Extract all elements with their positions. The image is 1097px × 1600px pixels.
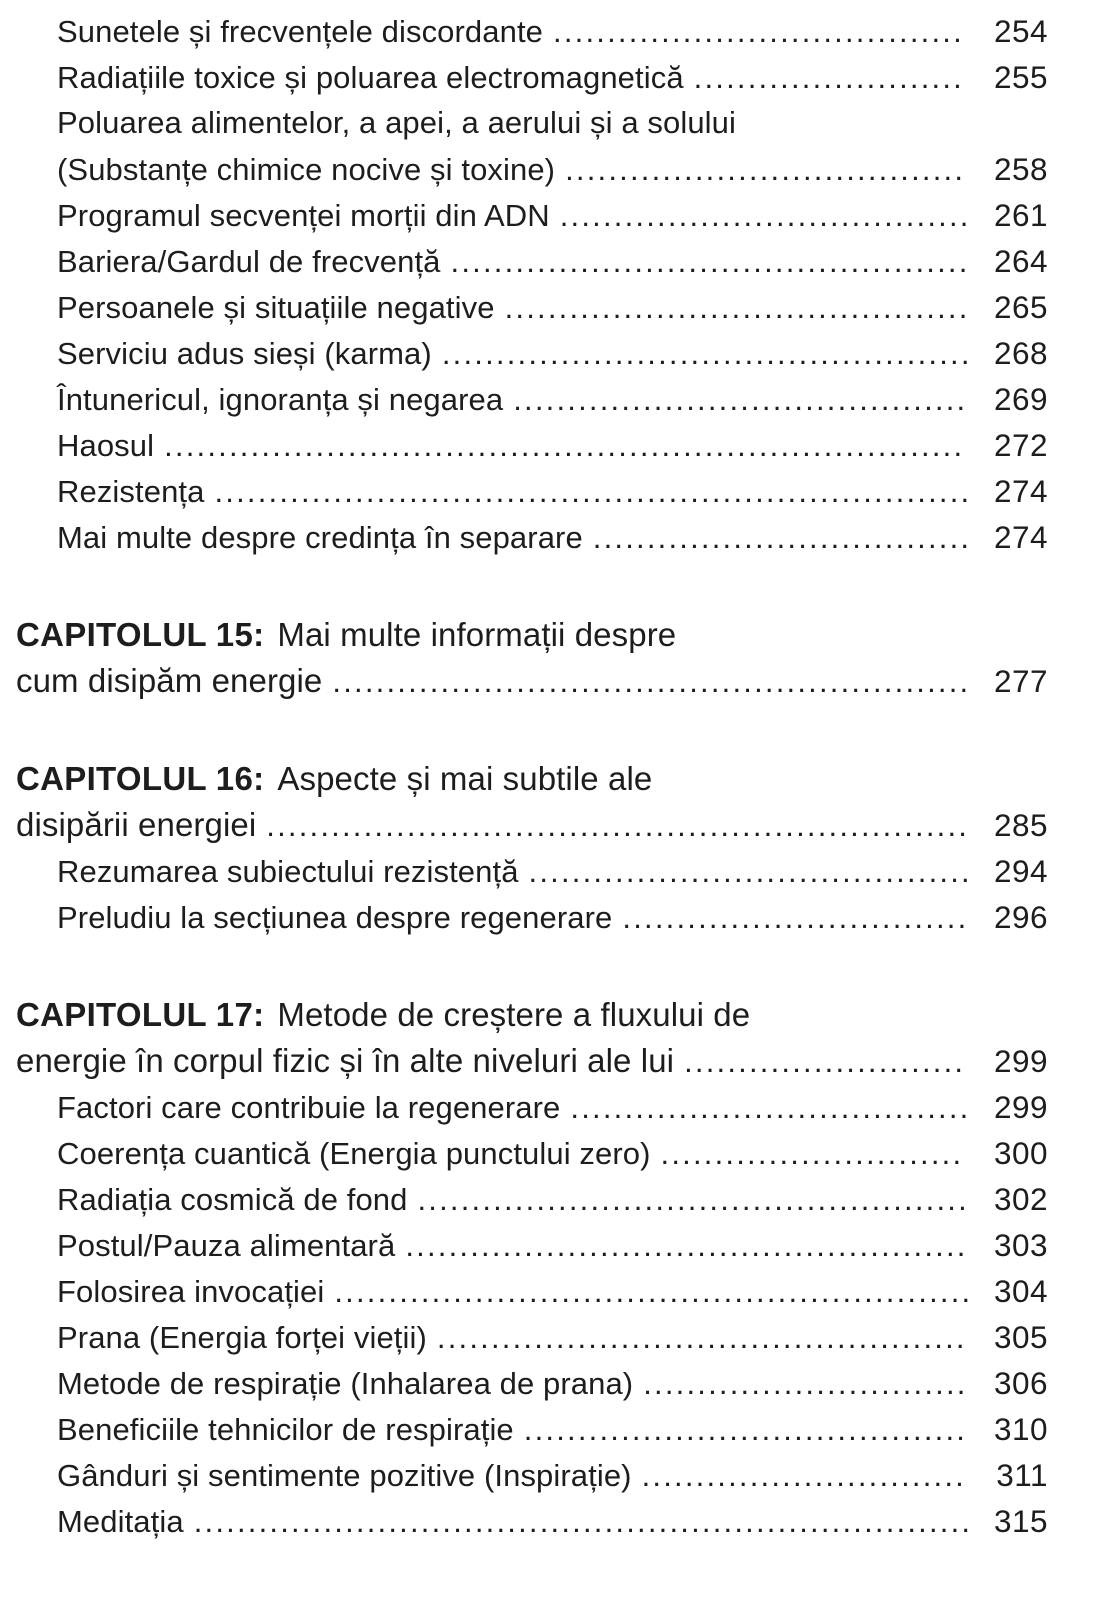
toc-line	[57, 514, 1048, 560]
toc-line	[57, 1360, 1048, 1406]
chapter-number-label: CAPITOLUL 15:	[16, 616, 265, 653]
toc-entry	[16, 514, 1048, 560]
toc-line	[57, 100, 1048, 146]
dot-leader: ......................................	[559, 198, 971, 233]
entry-title-text: Rezistența	[57, 474, 205, 509]
toc-entry	[16, 894, 1048, 940]
entry-title-text: Bariera/Gardul de frecvență	[57, 244, 441, 279]
page-number: 274	[993, 519, 1048, 555]
toc-line	[57, 1452, 1048, 1498]
toc-entry	[16, 1498, 1048, 1544]
page-number: 300	[993, 1135, 1048, 1171]
toc-line	[16, 992, 1048, 1038]
toc-chapter	[16, 992, 1048, 1084]
page-number: 296	[993, 899, 1048, 935]
chapter-title-text: disipării energiei	[16, 806, 257, 843]
toc-line	[57, 1084, 1048, 1130]
chapter-title-text: Mai multe informații despre	[277, 616, 677, 653]
page-number: 272	[993, 427, 1048, 463]
dot-leader: .................................................	[436, 1320, 967, 1355]
dot-leader: .........................	[693, 60, 964, 95]
entry-title-text: Serviciu adus sieși (karma)	[57, 336, 432, 371]
entry-title-text: Radiația cosmică de fond	[57, 1182, 408, 1217]
chapter-title-text: energie în corpul fizic și în alte niveluri ale lui	[16, 1042, 675, 1079]
entry-title-text: Metode de respirație (Inhalarea de prana)	[57, 1366, 634, 1401]
toc-line	[57, 1314, 1048, 1360]
toc-entry	[16, 376, 1048, 422]
toc-line	[57, 284, 1048, 330]
dot-leader: ................................................	[450, 244, 970, 279]
toc-line	[57, 1222, 1048, 1268]
page-number: 274	[993, 473, 1048, 509]
dot-leader: .................................................	[441, 336, 972, 371]
entry-title-text: Prana (Energia forței vieții)	[57, 1320, 427, 1355]
toc-entry	[16, 192, 1048, 238]
page-number: 268	[993, 335, 1048, 371]
toc-line	[57, 376, 1048, 422]
toc-entry	[16, 8, 1048, 54]
entry-title-text: Poluarea alimentelor, a apei, a aerului și a solului	[57, 105, 736, 140]
toc-line	[57, 1268, 1048, 1314]
entry-title-text: Beneficiile tehnicilor de respirație	[57, 1412, 514, 1447]
dot-leader: ................................	[622, 900, 969, 935]
toc-entry	[16, 1084, 1048, 1130]
toc-line	[16, 658, 1048, 704]
dot-leader: .....................................	[565, 152, 966, 187]
toc-entry	[16, 1222, 1048, 1268]
entry-title-text: Sunetele și frecvențele discordante	[57, 14, 544, 49]
toc-entry	[16, 284, 1048, 330]
entry-title-text: Postul/Pauza alimentară	[57, 1228, 396, 1263]
entry-title-text: Programul secvenței morții din ADN	[57, 198, 550, 233]
page-number: 269	[993, 381, 1048, 417]
chapter-number-label: CAPITOLUL 16:	[16, 760, 265, 797]
dot-leader: ..........................................	[513, 382, 968, 417]
entry-title-text: Rezumarea subiectului rezistență	[57, 854, 519, 889]
dot-leader: .........................................	[528, 854, 972, 889]
toc-line	[16, 802, 1048, 848]
page-number: 255	[993, 59, 1048, 95]
entry-title-text: (Substanțe chimice nocive și toxine)	[57, 152, 556, 187]
page-number: 265	[993, 289, 1048, 325]
toc-line	[57, 146, 1048, 192]
toc-line	[57, 1498, 1048, 1544]
page-number: 315	[993, 1503, 1048, 1539]
toc-entry	[16, 330, 1048, 376]
page-number: 299	[993, 1043, 1048, 1079]
dot-leader: .....................................	[570, 1090, 971, 1125]
page-number: 264	[993, 243, 1048, 279]
entry-title-text: Factori care contribuie la regenerare	[57, 1090, 561, 1125]
toc-entry	[16, 1268, 1048, 1314]
toc-chapter	[16, 756, 1048, 848]
toc-line	[57, 238, 1048, 284]
dot-leader: ...................................	[592, 520, 972, 555]
page-number: 310	[993, 1411, 1048, 1447]
toc-line	[57, 1130, 1048, 1176]
dot-leader: ........................................................................	[193, 1504, 973, 1539]
page-number: 258	[993, 151, 1048, 187]
toc-entry	[16, 238, 1048, 284]
dot-leader: ..............................	[641, 1458, 966, 1493]
toc-line	[57, 54, 1048, 100]
entry-title-text: Meditația	[57, 1504, 184, 1539]
dot-leader: ..........................	[684, 1044, 966, 1079]
dot-leader: ......................................................................	[214, 474, 972, 509]
page-number: 285	[993, 807, 1048, 843]
entry-title-text: Coerența cuantică (Energia punctului zero)	[57, 1136, 651, 1171]
entry-title-text: Folosirea invocației	[57, 1274, 325, 1309]
dot-leader: ...................................................	[417, 1182, 969, 1217]
toc-line	[16, 756, 1048, 802]
toc-entry	[16, 848, 1048, 894]
toc-line	[57, 8, 1048, 54]
toc-line	[57, 192, 1048, 238]
entry-title-text: Gânduri și sentimente pozitive (Inspirație)	[57, 1458, 632, 1493]
entry-title-text: Persoanele și situațiile negative	[57, 290, 495, 325]
toc-entry	[16, 1452, 1048, 1498]
page-number: 261	[993, 197, 1048, 233]
page-number: 299	[993, 1089, 1048, 1125]
dot-leader: ..............................	[643, 1366, 968, 1401]
page-number: 305	[993, 1319, 1048, 1355]
page-number: 303	[993, 1227, 1048, 1263]
entry-title-text: Întunericul, ignoranța și negarea	[57, 382, 504, 417]
page-number: 311	[996, 1457, 1048, 1493]
entry-title-text: Preludiu la secțiunea despre regenerare	[57, 900, 613, 935]
toc-entry	[16, 1176, 1048, 1222]
toc-line	[57, 1176, 1048, 1222]
toc-line	[16, 612, 1048, 658]
page-number: 306	[993, 1365, 1048, 1401]
toc-entry	[16, 468, 1048, 514]
toc-line	[57, 422, 1048, 468]
page-number: 294	[993, 853, 1048, 889]
dot-leader: ............................	[660, 1136, 964, 1171]
page-number: 302	[993, 1181, 1048, 1217]
dot-leader: ...........................................................	[334, 1274, 973, 1309]
toc-entry	[16, 1360, 1048, 1406]
toc-entry	[16, 1130, 1048, 1176]
toc-line	[57, 1406, 1048, 1452]
toc-entry	[16, 54, 1048, 100]
toc-line	[57, 848, 1048, 894]
chapter-number-label: CAPITOLUL 17:	[16, 996, 265, 1033]
dot-leader: ...........................................................	[332, 664, 971, 699]
chapter-title-text: Metode de creștere a fluxului de	[277, 996, 751, 1033]
page-number: 277	[993, 663, 1048, 699]
entry-title-text: Radiațiile toxice și poluarea electromagnetică	[57, 60, 684, 95]
toc-line	[57, 330, 1048, 376]
toc-entry	[16, 422, 1048, 468]
dot-leader: ....................................................	[405, 1228, 968, 1263]
toc-entry	[16, 100, 1048, 192]
dot-leader: .........................................	[523, 1412, 968, 1447]
toc-entry	[16, 1406, 1048, 1452]
toc-line	[57, 468, 1048, 514]
toc-line	[16, 1038, 1048, 1084]
toc-entry	[16, 1314, 1048, 1360]
dot-leader: ......................................	[553, 14, 964, 49]
page-number: 304	[993, 1273, 1048, 1309]
dot-leader: ...........................................	[504, 290, 970, 325]
chapter-title-text: cum disipăm energie	[16, 662, 323, 699]
toc-line	[57, 894, 1048, 940]
chapter-title-text: Aspecte și mai subtile ale	[277, 760, 653, 797]
entry-title-text: Mai multe despre credința în separare	[57, 520, 583, 555]
toc-chapter	[16, 612, 1048, 704]
dot-leader: ..........................................................................	[164, 428, 965, 463]
entry-title-text: Haosul	[57, 428, 155, 463]
page-number: 254	[993, 13, 1048, 49]
dot-leader: .................................................................	[266, 808, 970, 843]
